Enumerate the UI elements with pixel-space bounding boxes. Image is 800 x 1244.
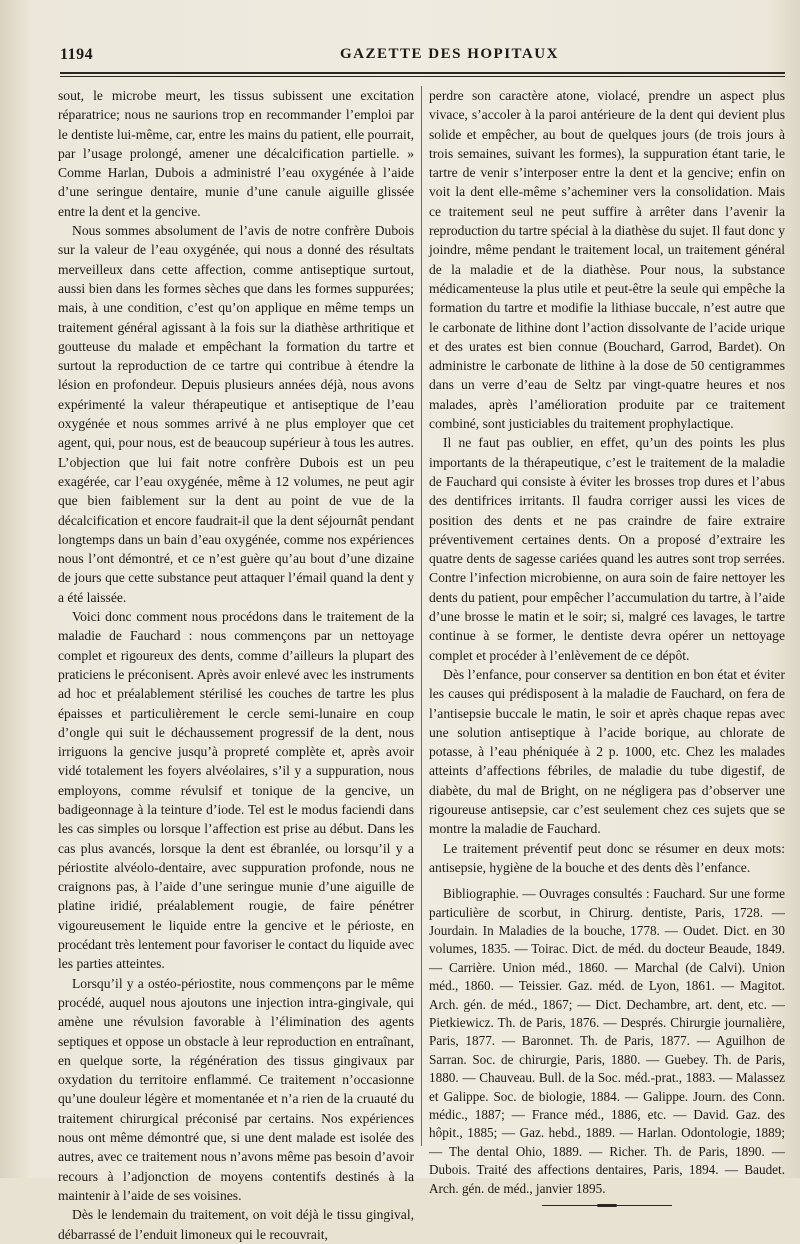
left-column	[58, 86, 414, 1244]
paragraph: Le traitement préventif peut donc se résumer en deux mots: antisepsie, hygiène de la bouche et des dents dès l’enfance.	[429, 840, 785, 875]
header-rule-thin	[60, 76, 785, 77]
paragraph: sout, le microbe meurt, les tissus subissent une excitation réparatrice; nous ne saurions trop en recommander l’emploi par le dentiste lui-même, car, entre les mains du patient, elle pourrait, par l’usage prolongé, amener une décalcification partielle. » Comme Harlan, Dubois a administré l’eau oxygénée à l’aide d’une seringue dentaire, munie d’une canule aiguille glissée entre la dent et la gencive.	[58, 88, 414, 219]
paragraph: Nous sommes absolument de l’avis de notre confrère Dubois sur la valeur de l’eau oxygénée, qui nous a donné des résultats merveilleux dans cette affection, comme antiseptique surtout, aussi bien dans les formes sèches que dans les formes suppurées; mais, à une condition, c’est qu’on applique en même temps un traitement général agissant à la fois sur la diathèse arthritique et goutteuse du malade et empêchant la formation du tartre et surtout la reproduction de ce tartre qui contribue à étendre la lésion en profondeur. Depuis plusieurs années déjà, nous avons expérimenté la valeur thérapeutique et antiseptique de l’eau oxygénée et nous sommes arrivé à ne plus employer que cet agent, qui, pour nous, est de beaucoup supérieur à tous les autres. L’objection que lui fait notre confrère Dubois est un peu exagérée, car l’eau oxygénée, même à 12 volumes, ne peut agir que bien faiblement sur la dent au point de vue de la décalcification et encore faudrait-il que la dent séjournât pendant longtemps dans un bain d’eau oxygénée, comme nos expériences nous l’ont démontré, et ce n’est guère qu’au bout d’une dizaine de jours que cette substance peut attaquer l’émail quand la dent y a été laissée.	[58, 223, 414, 605]
header-rule-thick	[60, 72, 785, 74]
end-ornament-rule	[542, 1204, 672, 1208]
paragraph: Lorsqu’il y a ostéo-périostite, nous commençons par le même procédé, auquel nous ajoutons une injection intra-gingivale, qui amène une révulsion favorable à l’élimination des agents septiques et oppose un obstacle à leur reproduction en entraînant, en quelque sorte, la régénération des tissus gingivaux par oxydation du territoire enflammé. Ce traitement n’occasionne qu’une douleur légère et momentanée et n’a rien de la cruauté du traitement chirurgical préconisé par certains. Nos expériences nous ont même démontré que, si une dent malade est isolée des autres, avec ce traitement nous n’avons même pas besoin d’avoir recours à l’adjonction de moyens contentifs destinés à la maintenir à l’aide de ses voisines.	[58, 975, 414, 1203]
paragraph: Dès l’enfance, pour conserver sa dentition en bon état et éviter les causes qui prédisposent à la maladie de Fauchard, on fera de l’antisepsie buccale le matin, le soir et après chaque repas avec une solution antiseptique à l’acide borique, au chlorate de potasse, à l’eau phéniquée à 2 p. 1000, etc. Chez les malades atteints d’affections fébriles, de maladie du tube digestif, de diabète, du mal de Bright, on ne négligera pas d’observer une rigoureuse antisepsie, car c’est seulement chez ces sujets que se montre la maladie de Fauchard.	[429, 666, 785, 837]
column-divider	[421, 86, 422, 1146]
paragraph: Il ne faut pas oublier, en effet, qu’un des points les plus importants de la thérapeutique, c’est le traitement de la maladie de Fauchard qui consiste à éviter les brosses trop dures et l’abus des dentifrices irritants. Il faudra corriger aussi les vices de position des dents et ne pas craindre de faire extraire préventivement certaines dents. On a proposé d’extraire les quatre dents de sagesse cariées quand les autres sont trop serrées. Contre l’infection microbienne, on aura soin de faire nettoyer les dents du patient, pour empêcher l’accumulation du tartre, à l’aide d’une brosse le matin et le soir; si, malgré ces lavages, le tartre continue à se former, le dentiste devra opérer un nettoyage complet et procéder à l’enlèvement de ce dépôt.	[429, 435, 785, 663]
page-header	[60, 44, 770, 68]
paragraph: Dès le lendemain du traitement, on voit déjà le tissu gingival, débarrassé de l’enduit limoneux qui le recouvrait,	[58, 1207, 414, 1242]
journal-title: GAZETTE DES HOPITAUX	[340, 46, 559, 62]
paragraph: perdre son caractère atone, violacé, prendre un aspect plus vivace, s’accoler à la paroi antérieure de la dent qui devient plus solide et empêcher, au bout de quelques jours (de trois jours à trois semaines, suivant les formes), la suppuration étant tarie, le tartre de venir s’interposer entre la dent et la gencive; enfin on voit la dent elle-même s’acheminer vers la consolidation. Mais ce traitement seul ne peut suffire à arrêter dans l’avenir la reproduction du tartre spécial à la diathèse du sujet. Il faut donc y joindre, même pendant le traitement local, un traitement général de la maladie et de la diathèse. Pour nous, la substance médicamenteuse la plus utile et peut-être la seule qui empêche la formation du tartre et modifie la lithiase buccale, n’est autre que le carbonate de lithine dont l’action dissolvante de l’acide urique et des urates est bien connue (Bouchard, Garrod, Bardet). On administre le carbonate de lithine à la dose de 50 centigrammes dans un verre d’eau de Seltz par vingt-quatre heures et nos malades, après l’amélioration produite par ce traitement combiné, sont justiciables du traitement prophylactique.	[429, 88, 785, 432]
bibliography: Bibliographie. — Ouvrages consultés : Fauchard. Sur une forme particulière de scorbut, in Chirurg. dentiste, Paris, 1728. — Jourdain. In Maladies de la bouche, 1778. — Oudet. Dict. en 30 volumes, 1835. — Toirac. Dict. de méd. du docteur Beaude, 1849. — Carrière. Union méd., 1860. — Marchal (de Calvi). Union méd., 1860. — Teissier. Gaz. méd. de Lyon, 1861. — Magitot. Arch. gén. de méd., 1867; — Dict. Dechambre, art. dent, etc. — Pietkiewicz. Th. de Paris, 1876. — Després. Chirurgie journalière, Paris, 1877. — Baronnet. Th. de Paris, 1877. — Aguilhon de Sarran. Soc. de chirurgie, Paris, 1880. — Guebey. Th. de Paris, 1880. — Chauveau. Bull. de la Soc. méd.-prat., 1883. — Malassez et Galippe. Soc. de biologie, 1884. — Galippe. Journ. des Conn. médic., 1887; — France méd., 1886, etc. — David. Gaz. des hôpit., 1885; — Gaz. hebd., 1889. — Harlan. Odontologie, 1889; — The dental Ohio, 1889. — Richer. Th. de Paris, 1890. — Dubois. Traité des affections dentaires, Paris, 1894. — Baudet. Arch. gén. de méd., janvier 1895.	[429, 886, 785, 1196]
page-number: 1194	[60, 46, 94, 63]
right-column	[429, 86, 785, 1208]
paragraph: Voici donc comment nous procédons dans le traitement de la maladie de Fauchard : nous commençons par un nettoyage complet et rigoureux des dents, comme d’ailleurs la plupart des praticiens le préconisent. Après avoir enlevé avec les instruments ad hoc et préalablement stérilisé les couches de tartre les plus épaisses et particulièrement le cercle semi-lunaire en coup d’ongle qui suit le déchaussement progressif de la dent, nous irriguons la gencive jusqu’à propreté complète et, après avoir vidé totalement les foyers alvéolaires, s’il y a suppuration, nous employons, comme révulsif et tonique de la gencive, un badigeonnage à la teinture d’iode. Tel est le modus faciendi dans les cas simples ou lorsque l’affection est prise au début. Dans les cas plus avancés, lorsque la dent est ébranlée, ou lorsqu’il y a périostite alvéolo-dentaire, avec suppuration profonde, nous ne craignons pas, à l’aide d’une seringue munie d’une aiguille de platine iridié, préalablement rougie, de faire pénétrer vigoureusement le liquide entre la gencive et le périoste, en procédant très lentement pour favoriser le contact du liquide avec les parties atteintes.	[58, 609, 414, 972]
